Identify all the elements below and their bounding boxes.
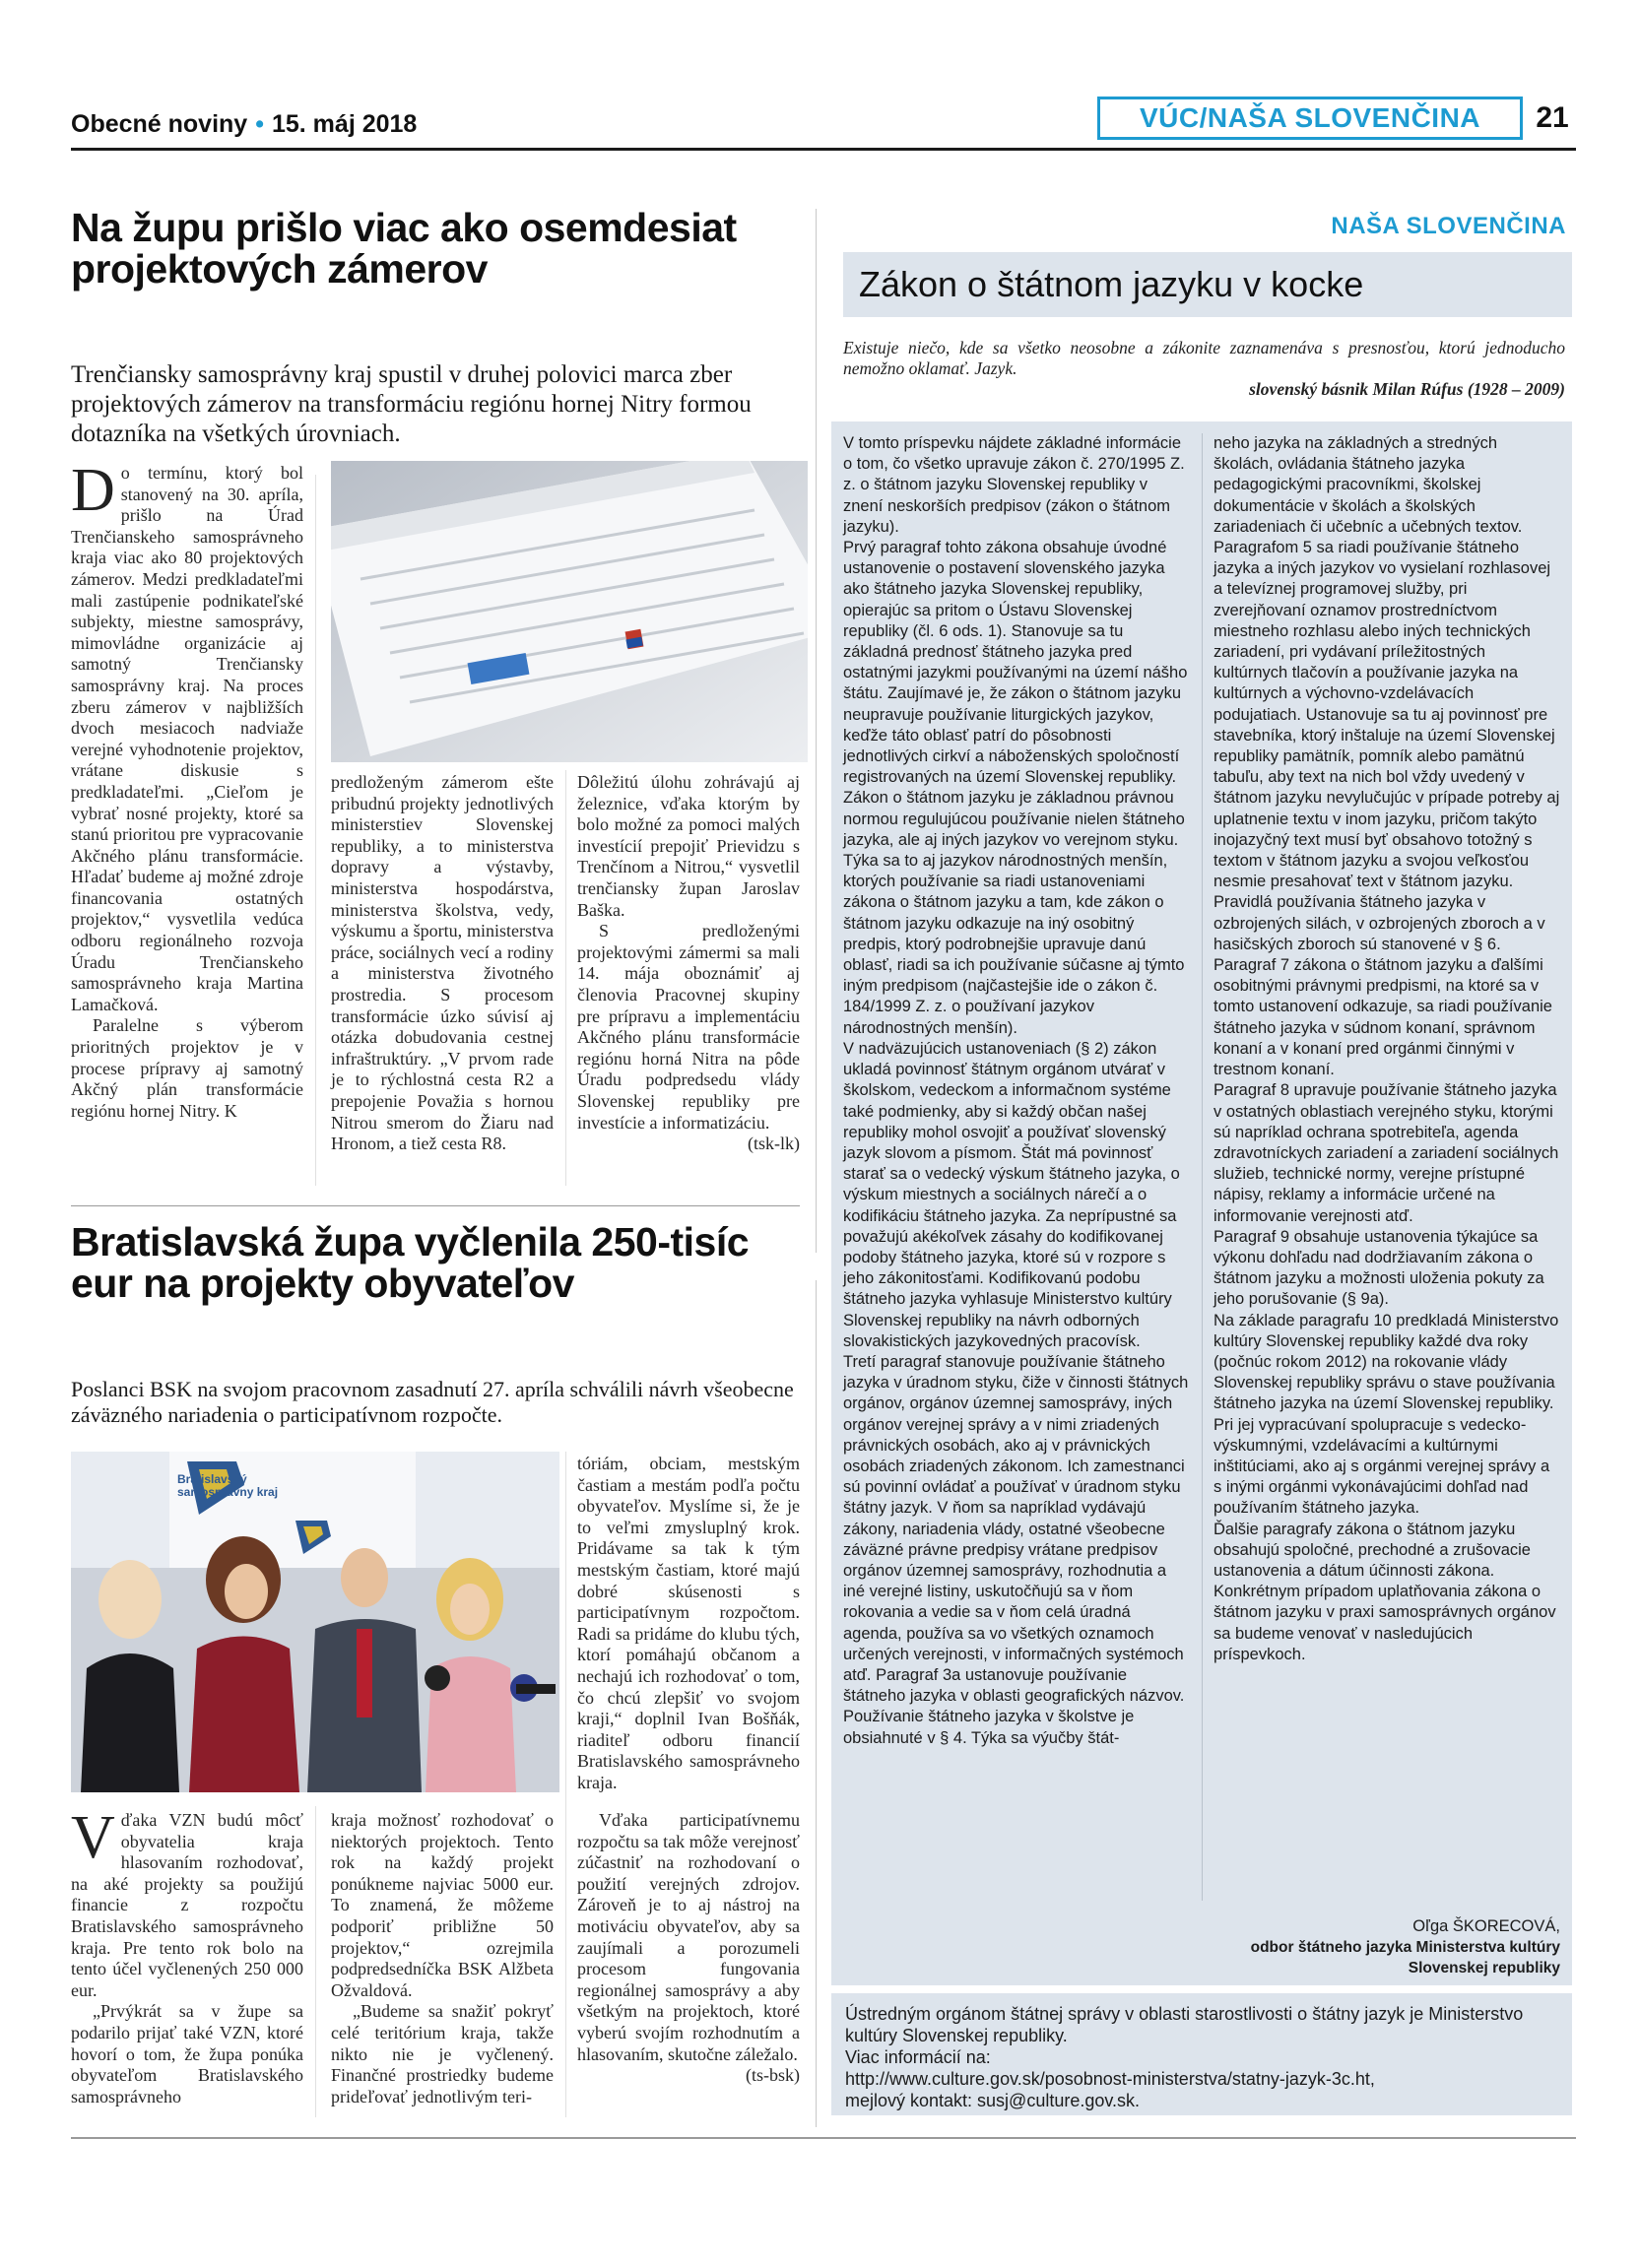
law-col2-p4: Paragraf 7 zákona o štátnom jazyku a ďalšími osobitnými právnymi predpismi, na ktoré sa v tomto ustanovení odkazuje, sa riadi používanie štátneho jazyka v súdnom konaní, správnom konaní a v konaní pred orgánmi činnými v trestnom konaní.	[1214, 956, 1552, 1079]
law-col2-p10: Konkrétnym prípadom uplatňovania zákona o štátnom jazyku v praxi samosprávnych orgánov sa budeme venovať v nasledujúcich príspevkoch.	[1214, 1583, 1556, 1663]
author-org-2: Slovenskej republiky	[1408, 1960, 1560, 1977]
article2-col3-p2: Vďaka participatívnemu rozpočtu sa tak môže verejnosť zúčastniť na rozhodovaní o použití verejných zdrojov. Zároveň je to aj nástroj na motiváciu obyvateľov, aby sa zaujímali a porozumeli procesom fungovania regionálnej samosprávy a aby všetkým na projektoch, ktoré vyberú svojím rozhodnutím a hlasovaním, skutočne záležalo.	[577, 1810, 800, 2064]
rubric-quote	[843, 338, 1565, 400]
article2-signature: (ts-bsk)	[746, 2065, 800, 2086]
article1-col1-p1: o termínu, ktorý bol stanovený na 30. apríla, prišlo na Úrad Trenčianskeho samosprávneho kraja viac ako 80 projektových zámerov. Medzi predkladateľmi mali zastúpenie podnikateľské subjekty, miestne samosprávy, mimovládne organizácie aj samotný Trenčiansky samosprávny kraj. Na proces zberu zámerov v najbližších dvoch mesiacoch nadviaže verejné vyhodnotenie projektov, vrátane diskusie s predkladateľmi. „Cieľom je vybrať nosné projekty, ktoré sa stanú prioritou pre vypracovanie Akčného plánu transformácie. Hľadať budeme aj možné zdroje financovania ostatných projektov,“ vysvetlila vedúca odboru regionálneho rozvoja Úradu Trenčianskeho samosprávneho kraja Martina Lamačková.	[71, 463, 303, 1014]
rubric-signature	[1221, 1916, 1560, 1979]
masthead-rule	[71, 148, 1576, 151]
article2-col3-p1: tóriám, obciam, mestským častiam a mestám podľa počtu obyvateľov. Myslíme si, že je to veľmi zmysluplný krok. Pridávame sa tak k tým mestským častiam, ktoré majú dobré skúsenosti s participatívnym rozpočtom. Radi sa pridáme do klubu tých, ktorí pomáhajú občanom a nechajú ich rozhodovať o tom, čo chcú zlepšiť vo svojom kraji,“ doplnil Ivan Bošňák, riaditeľ odboru financií Bratislavského samosprávneho kraja.	[577, 1454, 800, 1792]
masthead-left	[71, 110, 417, 139]
article2-col1-p2: „Prvýkrát sa v župe sa podarilo prijať také VZN, ktoré hovorí o tom, že župa ponúka obyvateľom Bratislavského samosprávneho	[71, 2001, 303, 2106]
article2-col2-p2: „Budeme sa snažiť pokryť celé teritórium kraja, takže nikto nie je vyčlenený. Finančné prostriedky budeme prideľovať jednotlivým teri-	[331, 2001, 554, 2106]
contact-text	[845, 2003, 1564, 2111]
quote-attribution: slovenský básnik Milan Rúfus (1928 – 2009)	[1249, 379, 1565, 399]
article2-headline: Bratislavská župa vyčlenila 250-tisíc eur na projekty obyvateľov	[71, 1219, 750, 1306]
article1-col2-p1: predloženým zámerom ešte pribudnú projekty jednotlivých ministerstiev Slovenskej republiky, a to ministerstva dopravy a výstavby, ministerstva hospodárstva, ministerstva školstva, vedy, výskumu a športu, ministerstva práce, sociálnych vecí a rodiny a ministerstva životného prostredia. S procesom transformácie úzko súvisí aj otázka dobudovania cestnej infraštruktúry. „V prvom rade je to rýchlostná cesta R2 a prepojenie Považia s hornou Nitrou smerom do Žiaru nad Hronom, a tiež cesta R8.	[331, 772, 554, 1154]
law-col2-p9: Ďalšie paragrafy zákona o štátnom jazyku obsahujú spoločné, prechodné a zrušovacie ustanovenia a dátum účinnosti zákona.	[1214, 1520, 1531, 1580]
law-col1-p2: Prvý paragraf tohto zákona obsahuje úvodné ustanovenie o postavení slovenského jazyka ako štátneho jazyka Slovenskej republiky, opierajúc sa pritom o Ústavu Slovenskej republiky (čl. 6 ods. 1). Stanovuje sa tu základná prednosť štátneho jazyka pred ostatnými jazykmi používanými na území nášho štátu. Zaujímavé je, že zákon o štátnom jazyku neupravuje používanie liturgických jazykov, keďže táto oblasť patrí do pôsobnosti jednotlivých cirkví a náboženských spoločností registrovaných na území Slovenskej republiky. Zákon o štátnom jazyku je základnou právnou normou regulujúcou používanie nielen štátneho jazyka, ale aj iných jazykov vo verejnom styku. Týka sa to aj jazykov národnostných menšín, ktorých používanie sa riadi ustanoveniami zákona o štátnom jazyku a tam, kde zákon o štátnom jazyku odkazuje na iný osobitný predpis, ktorý podrobnejšie upravuje danú oblasť, riadi sa ich používanie súčasne aj týmto iným predpisom (najčastejšie ide o zákon č. 184/1999 Z. z. o používaní jazykov národnostných menšín).	[843, 539, 1188, 1037]
rubric-kicker: NAŠA SLOVENČINA	[1331, 213, 1566, 239]
article1-col2	[331, 772, 554, 1155]
article2-col2	[331, 1810, 554, 2107]
law-col1-p1: V tomto príspevku nájdete základné informácie o tom, čo všetko upravuje zákon č. 270/1995 Z. z. o štátnom jazyku Slovenskej republiky v znení neskorších predpisov (zákon o štátnom jazyku).	[843, 434, 1185, 536]
contact-line-2: Viac informácií na:	[845, 2047, 991, 2067]
law-col2-p8: Pri jej vypracúvaní spolupracuje s vedecko-výskumnými, vzdelávacími a kultúrnymi inštitúciami, ako aj s orgánmi verejnej správy a s inými orgánmi vykonávajúcimi dohľad nad používaním štátneho jazyka.	[1214, 1415, 1550, 1518]
law-col2-p2: Paragrafom 5 sa riadi používanie štátneho jazyka a iných jazykov vo vysielaní rozhlasovej a televíznej programovej služby, pri zverejňovaní oznamov prostredníctvom miestneho rozhlasu alebo iných technických zariadení, pri vydávaní príležitostných kultúrnych tlačovín a používanie jazyka na kultúrnych a výchovno-vzdelávacích podujatiach. Ustanovuje sa tu aj povinnosť pre stavebníka, ktorý inštaluje na území Slovenskej republiky pamätník, pomník alebo pamätnú tabuľu, aby text na nich bol vždy uvedený v štátnom jazyku nevylučujúc v prípade potreby aj uplatnenie textu v inom jazyku, pričom takýto inojazyčný text musí byť obsahovo totožný s textom v štátnom jazyku a svojou veľkosťou nesmie presahovať text v štátnom jazyku.	[1214, 539, 1560, 891]
law-col2-p6: Paragraf 9 obsahuje ustanovenia týkajúce sa výkonu dohľadu nad dodržiavaním zákona o štátnom jazyku a možnosti uloženia pokuty za jeho porušovanie (§ 9a).	[1214, 1227, 1544, 1309]
publication-name: Obecné noviny	[71, 110, 248, 138]
article1-col1-p2: Paralelne s výberom prioritných projektov je v procese prípravy aj samotný Akčný plán transformácie regiónu hornej Nitry. K	[71, 1015, 303, 1121]
rubric-title: Zákon o štátnom jazyku v kocke	[859, 264, 1364, 304]
article1-perex: Trenčiansky samosprávny kraj spustil v druhej polovici marca zber projektových zámerov na transformáciu regiónu hornej Nitry formou dotazníka na všetkých úrovniach.	[71, 361, 752, 447]
article2-col2-p1: kraja možnosť rozhodovať o niektorých projektoch. Tento rok na každý projekt ponúkneme najviac 5000 eur. To znamená, že môžeme podporiť približne 50 projektov,“ ozrejmila podpredsedníčka BSK Alžbeta Ožvaldová.	[331, 1810, 554, 2000]
article1-dropcap: D	[71, 457, 115, 524]
page-number: 21	[1536, 101, 1569, 134]
article2-dropcap: V	[71, 1804, 115, 1871]
law-col1	[843, 433, 1190, 1749]
contact-url[interactable]: http://www.culture.gov.sk/posobnost-ministerstva/statny-jazyk-3c.ht,	[845, 2069, 1375, 2089]
law-col2-p3: Pravidlá používania štátneho jazyka v ozbrojených silách, v ozbrojených zboroch a v hasičských zboroch sú stanovené v § 6.	[1214, 893, 1545, 953]
quote-text: Existuje niečo, kde sa všetko neosobne a zákonite zaznamenáva s presnosťou, ktorú jednoducho nemožno oklamať. Jazyk.	[843, 338, 1565, 378]
law-col2-p7: Na základe paragrafu 10 predkladá Ministerstvo kultúry Slovenskej republiky každé dva roky (počnúc rokom 2012) na rokovanie vlády Slovenskej republiky správu o stave používania štátneho jazyka na území Slovenskej republiky.	[1214, 1311, 1559, 1413]
law-col2-p1: neho jazyka na základných a stredných školách, ovládania štátneho jazyka pedagogickými pracovníkmi, školskej dokumentácie v školách a školských zariadeniach či učebníc a učebných textov.	[1214, 434, 1523, 536]
gutter-a2-1	[315, 1806, 316, 2117]
group-photo-graphic	[71, 1452, 559, 1792]
column-divider-top	[816, 209, 817, 1253]
article1-col1	[71, 457, 303, 1122]
law-col1-p4: Tretí paragraf stanovuje používanie štátneho jazyka v úradnom styku, čiže v činnosti štátnych orgánov, orgánov územnej samosprávy, iných orgánov verejnej správy a v nimi zriadených právnických osobách, ako aj v právnických osobách zriadených zákonom. Ich zamestnanci sú povinní ovládať a používať v úradnom styku štátny jazyk. V ňom sa napríklad vydávajú zákony, nariadenia vlády, ostatné všeobecne záväzné právne predpisy vrátane predpisov orgánov územnej samosprávy, rozhodnutia a iné verejné listiny, uskutočňujú sa v ňom rokovania a vedie sa v ňom celá úradná agenda, používa sa vo všetkých oznamoch určených verejnosti, v informačných systémoch atď. Paragraf 3a ustanovuje používanie štátneho jazyka v oblasti geografických názvov. Používanie štátneho jazyka v školstve je obsiahnuté v § 4. Týka sa výučby štát-	[843, 1352, 1189, 1747]
article1-col3	[577, 772, 800, 1155]
contact-email[interactable]: mejlový kontakt: susj@culture.gov.sk.	[845, 2091, 1141, 2110]
article1-col3-p2: S predloženými projektovými zámermi sa mali 14. mája oboznámiť aj členovia Pracovnej skupiny pre prípravu a implementáciu Akčného plánu transformácie regiónu horná Nitra na pôde Úradu podpredsedu vlády Slovenskej republiky pre investície a informatizáciu.	[577, 921, 800, 1133]
law-col2	[1214, 433, 1560, 1665]
law-col2-p5: Paragraf 8 upravuje používanie štátneho jazyka v ostatných oblastiach verejného styku, ktorými sú napríklad ochrana spotrebiteľa, agenda zdravotníckych zariadení a zariadení sociálnych služieb, technické normy, verejne prístupné nápisy, reklamy a informácie určené na informovanie verejnosti atď.	[1214, 1081, 1559, 1225]
gutter-a1-2	[565, 770, 566, 1186]
gutter-a2-2	[565, 1452, 566, 2117]
article1-photo	[331, 461, 808, 762]
article1-headline: Na župu prišlo viac ako osemdesiat projektových zámerov	[71, 205, 737, 292]
article2-col1-p1: ďaka VZN budú môcť obyvatelia kraja hlasovaním rozhodovať, na aké projekty sa použijú financie z rozpočtu Bratislavského samosprávneho kraja. Pre tento rok bolo na tento účel vyčlenených 250 000 eur.	[71, 1810, 303, 2000]
column-divider-bottom	[816, 1280, 817, 2127]
author-name: Oľga ŠKORECOVÁ,	[1412, 1917, 1560, 1935]
article-separator	[71, 1205, 800, 1206]
article1-signature: (tsk-lk)	[748, 1134, 800, 1154]
law-box-gutter	[1202, 433, 1203, 1901]
article2-perex: Poslanci BSK na svojom pracovnom zasadnutí 27. apríla schválili návrh všeobecne záväzného nariadenia o participatívnom rozpočte.	[71, 1377, 794, 1427]
issue-date: 15. máj 2018	[271, 110, 418, 138]
article2-photo	[71, 1452, 559, 1792]
gutter-a1-1	[315, 475, 316, 1186]
masthead-separator: •	[255, 110, 264, 138]
law-col1-p3: V nadväzujúcich ustanoveniach (§ 2) zákon ukladá povinnosť štátnym orgánom utvárať v školskom, vedeckom a informačnom systéme také podmienky, aby si každý občan našej republiky mohol osvojiť a používať slovenský jazyk slovom a písmom. Štát má povinnosť starať sa o vedecký výskum štátneho jazyka, o výskum miestnych a sociálnych nárečí a o kodifikáciu štátneho jazyka. Za neprípustné sa považujú akékoľvek zásahy do kodifikovanej podoby štátneho jazyka, ktoré sú v rozpore s jeho zákonitosťami. Kodifikovanú podobu štátneho jazyka vyhlasuje Ministerstvo kultúry Slovenskej republiky na návrh odborných slovakistických jazykovedných pracovísk.	[843, 1039, 1180, 1350]
bottom-rule	[71, 2137, 1576, 2139]
article2-col3-top	[577, 1454, 800, 1794]
article2-col3-bottom	[577, 1810, 800, 2087]
article2-col1	[71, 1804, 303, 2107]
article1-col3-p1: Dôležitú úlohu zohrávajú aj železnice, vďaka ktorým by bolo možné za pomoci malých investícií prepojiť Prievidzu s Trenčínom a Nitrou,“ vysvetlil trenčiansky župan Jaroslav Baška.	[577, 772, 800, 920]
form-photo-graphic	[331, 461, 808, 762]
author-org: odbor štátneho jazyka Ministerstva kultúry	[1250, 1939, 1560, 1957]
photo-backdrop-text: Bratislavský samosprávny kraj	[177, 1472, 279, 1499]
contact-line-1: Ústredným orgánom štátnej správy v oblasti starostlivosti o štátny jazyk je Ministerstvo kultúry Slovenskej republiky.	[845, 2004, 1524, 2045]
section-tag: VÚC/NAŠA SLOVENČINA	[1097, 97, 1523, 140]
